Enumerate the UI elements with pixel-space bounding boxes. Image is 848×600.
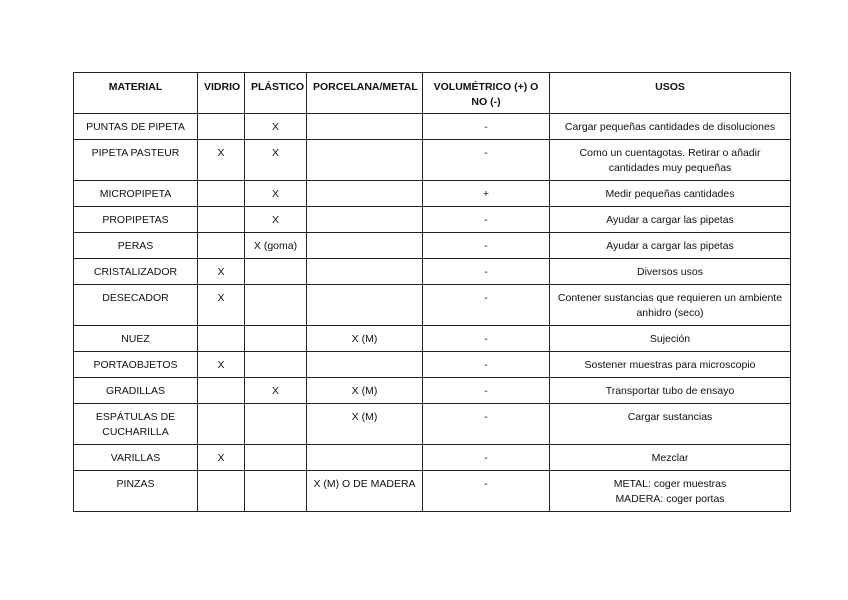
cell-porcelana: X (M) (307, 326, 423, 352)
header-row (74, 73, 791, 114)
cell-vidrio: X (198, 352, 245, 378)
cell-volumetrico: - (423, 233, 550, 259)
table-row (74, 352, 791, 378)
table-row (74, 259, 791, 285)
table-row (74, 404, 791, 445)
cell-porcelana: X (M) O DE MADERA (307, 471, 423, 512)
cell-porcelana (307, 233, 423, 259)
cell-porcelana: X (M) (307, 378, 423, 404)
cell-usos: Contener sustancias que requieren un ambiente anhidro (seco) (550, 285, 791, 326)
cell-plastico (245, 471, 307, 512)
cell-vidrio (198, 471, 245, 512)
lab-materials-sheet (73, 72, 790, 512)
cell-plastico: X (goma) (245, 233, 307, 259)
cell-vidrio (198, 233, 245, 259)
cell-porcelana: X (M) (307, 404, 423, 445)
cell-volumetrico: - (423, 326, 550, 352)
table-row (74, 233, 791, 259)
cell-plastico (245, 404, 307, 445)
cell-volumetrico: - (423, 207, 550, 233)
cell-material: PIPETA PASTEUR (74, 140, 198, 181)
table-row (74, 378, 791, 404)
cell-volumetrico: - (423, 404, 550, 445)
cell-usos: Medir pequeñas cantidades (550, 181, 791, 207)
table-row (74, 285, 791, 326)
cell-vidrio (198, 114, 245, 140)
cell-porcelana (307, 181, 423, 207)
cell-vidrio: X (198, 259, 245, 285)
header-plastico: PLÁSTICO (245, 73, 307, 114)
header-vidrio: VIDRIO (198, 73, 245, 114)
cell-material: PORTAOBJETOS (74, 352, 198, 378)
cell-vidrio (198, 378, 245, 404)
table-row (74, 181, 791, 207)
cell-plastico (245, 285, 307, 326)
cell-porcelana (307, 259, 423, 285)
cell-volumetrico: - (423, 285, 550, 326)
cell-volumetrico: - (423, 114, 550, 140)
cell-vidrio: X (198, 140, 245, 181)
cell-volumetrico: - (423, 471, 550, 512)
cell-usos: Diversos usos (550, 259, 791, 285)
cell-volumetrico: - (423, 378, 550, 404)
cell-usos: Cargar sustancias (550, 404, 791, 445)
table-row (74, 114, 791, 140)
cell-material: ESPÁTULAS DE CUCHARILLA (74, 404, 198, 445)
cell-usos: Sostener muestras para microscopio (550, 352, 791, 378)
table-row (74, 445, 791, 471)
cell-plastico: X (245, 378, 307, 404)
cell-plastico (245, 352, 307, 378)
cell-volumetrico: + (423, 181, 550, 207)
cell-usos: Ayudar a cargar las pipetas (550, 233, 791, 259)
cell-usos: Mezclar (550, 445, 791, 471)
cell-volumetrico: - (423, 352, 550, 378)
cell-plastico (245, 326, 307, 352)
cell-porcelana (307, 140, 423, 181)
cell-material: VARILLAS (74, 445, 198, 471)
cell-plastico (245, 259, 307, 285)
header-usos: USOS (550, 73, 791, 114)
table-row (74, 326, 791, 352)
cell-usos: Ayudar a cargar las pipetas (550, 207, 791, 233)
cell-usos: Cargar pequeñas cantidades de disoluciones (550, 114, 791, 140)
cell-usos: Como un cuentagotas. Retirar o añadir cantidades muy pequeñas (550, 140, 791, 181)
cell-plastico: X (245, 114, 307, 140)
cell-volumetrico: - (423, 259, 550, 285)
cell-material: DESECADOR (74, 285, 198, 326)
cell-plastico: X (245, 207, 307, 233)
table-row (74, 207, 791, 233)
cell-material: PROPIPETAS (74, 207, 198, 233)
cell-material: PERAS (74, 233, 198, 259)
cell-usos: Sujeción (550, 326, 791, 352)
table-row (74, 140, 791, 181)
cell-porcelana (307, 285, 423, 326)
header-material: MATERIAL (74, 73, 198, 114)
cell-material: GRADILLAS (74, 378, 198, 404)
table-row (74, 471, 791, 512)
cell-material: PUNTAS DE PIPETA (74, 114, 198, 140)
cell-porcelana (307, 445, 423, 471)
header-porcelana-metal: PORCELANA/METAL (307, 73, 423, 114)
cell-porcelana (307, 114, 423, 140)
cell-plastico: X (245, 140, 307, 181)
cell-porcelana (307, 352, 423, 378)
cell-plastico: X (245, 181, 307, 207)
lab-materials-table (73, 72, 791, 512)
cell-material: MICROPIPETA (74, 181, 198, 207)
cell-volumetrico: - (423, 445, 550, 471)
table-body (74, 114, 791, 512)
cell-volumetrico: - (423, 140, 550, 181)
cell-usos: Transportar tubo de ensayo (550, 378, 791, 404)
header-volumetrico: VOLUMÉTRICO (+) O NO (-) (423, 73, 550, 114)
cell-vidrio: X (198, 445, 245, 471)
cell-vidrio: X (198, 285, 245, 326)
cell-material: PINZAS (74, 471, 198, 512)
cell-vidrio (198, 181, 245, 207)
cell-vidrio (198, 404, 245, 445)
cell-plastico (245, 445, 307, 471)
cell-material: CRISTALIZADOR (74, 259, 198, 285)
cell-usos: METAL: coger muestras MADERA: coger portas (550, 471, 791, 512)
cell-vidrio (198, 207, 245, 233)
cell-material: NUEZ (74, 326, 198, 352)
cell-porcelana (307, 207, 423, 233)
cell-vidrio (198, 326, 245, 352)
